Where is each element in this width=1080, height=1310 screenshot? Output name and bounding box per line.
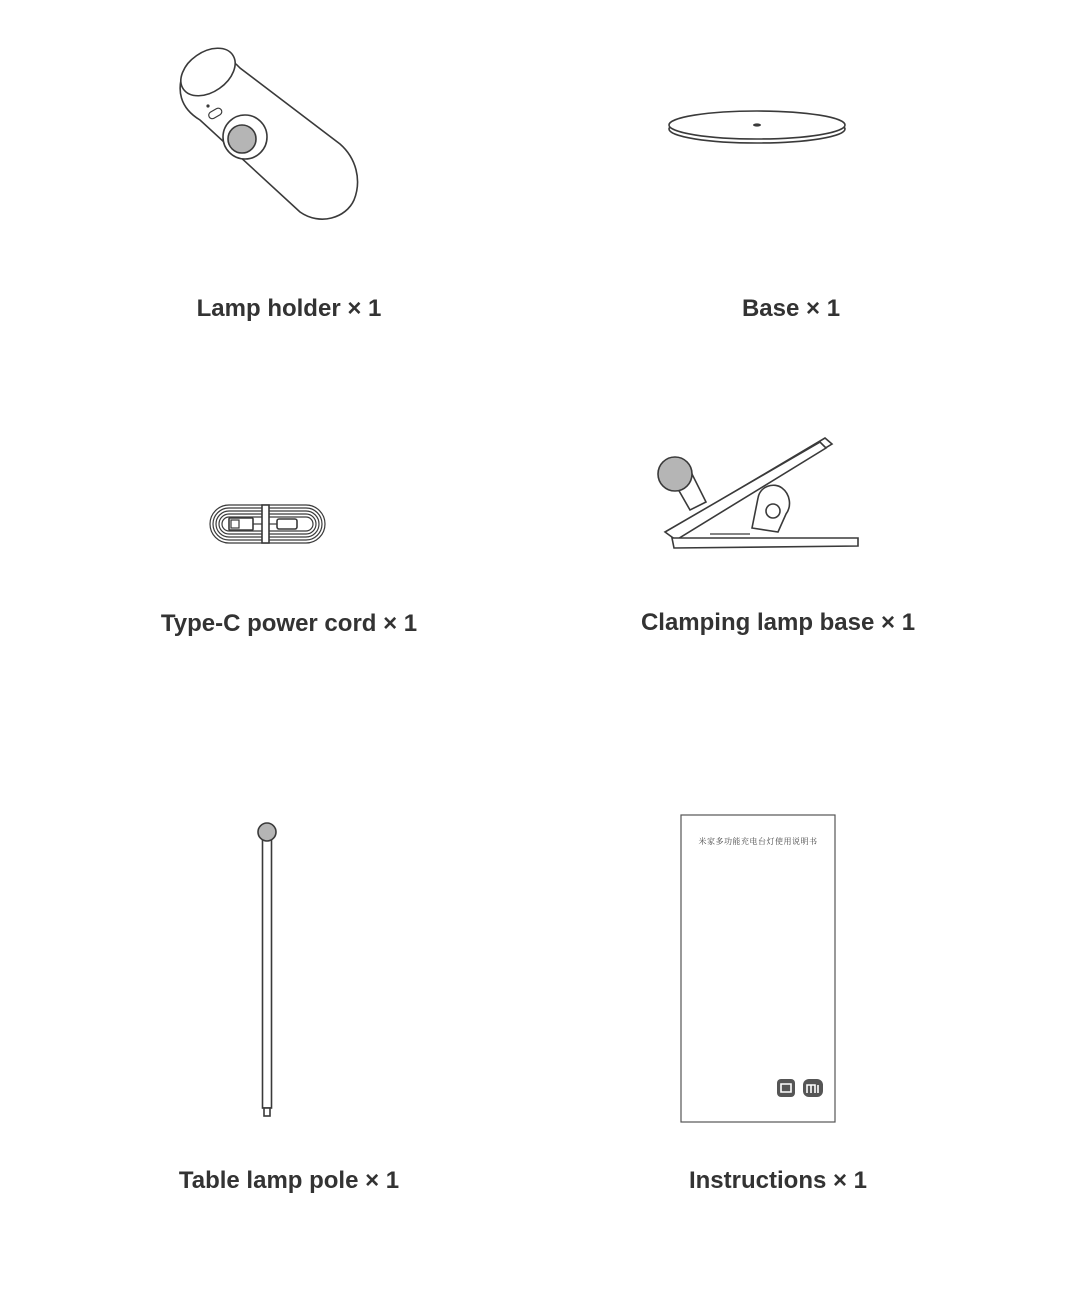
lamp-holder-label: Lamp holder × 1 — [196, 295, 382, 322]
mi-logo-icon — [803, 1079, 823, 1097]
power-cord-illustration — [205, 500, 330, 550]
lamp-pole-label: Table lamp pole × 1 — [178, 1167, 400, 1194]
clamp-base-label: Clamping lamp base × 1 — [640, 609, 916, 636]
power-cord-label: Type-C power cord × 1 — [160, 610, 418, 637]
mijia-logo-icon — [777, 1079, 795, 1097]
lamp-holder-illustration — [170, 40, 370, 230]
instructions-booklet-illustration — [680, 814, 837, 1124]
instructions-label: Instructions × 1 — [688, 1167, 868, 1194]
clamp-base-illustration — [650, 430, 865, 555]
base-label: Base × 1 — [741, 295, 841, 322]
base-illustration — [665, 105, 850, 150]
lamp-pole-illustration — [255, 820, 280, 1120]
booklet-title: 米家多功能充电台灯使用说明书 — [698, 837, 818, 846]
